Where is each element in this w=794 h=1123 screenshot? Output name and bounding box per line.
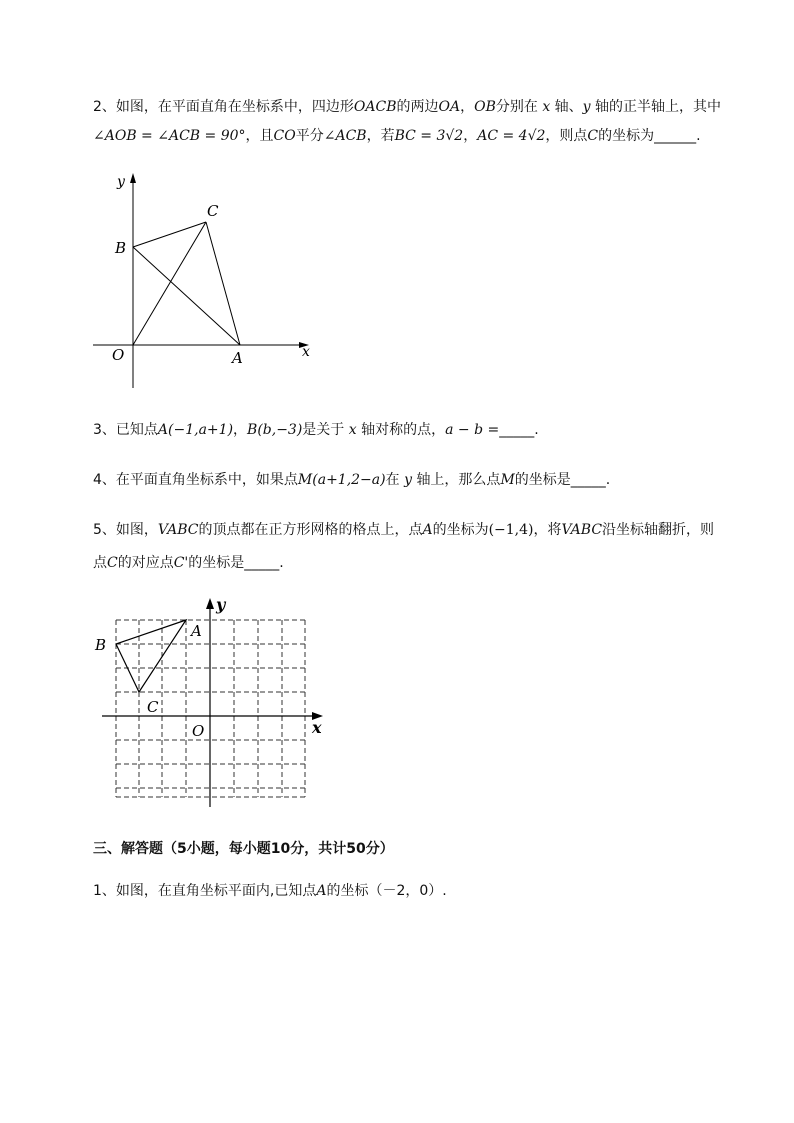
label-a: A xyxy=(232,349,243,367)
y-axis-arrow xyxy=(130,173,136,183)
q5-text: 的顶点都在正方形网格的格点上，点 xyxy=(198,522,423,538)
q2-ac: AC = 4√2 xyxy=(477,128,546,144)
q4-text: 轴上，那么点 xyxy=(416,472,501,488)
q4-point-m: M(a+1,2−a) xyxy=(297,472,386,488)
q2-text: 分别在 xyxy=(495,99,538,115)
label-a: A xyxy=(191,622,202,640)
q5-line-1 xyxy=(93,520,714,540)
q5-text: 的对应点 xyxy=(117,555,174,571)
q2-text: 轴的正半轴上，其中 xyxy=(595,99,722,115)
q5-point-c: C xyxy=(107,555,118,571)
q5-line-2 xyxy=(93,553,284,573)
q4-text: 的坐标是_____. xyxy=(514,472,611,488)
label-y: y xyxy=(216,595,226,614)
label-b: B xyxy=(115,239,127,257)
q2-text: ，若 xyxy=(366,128,395,144)
q2-co: CO xyxy=(273,128,296,144)
q2-oa: OA xyxy=(438,99,461,115)
q3-expr: a − b = xyxy=(445,422,500,438)
label-o: O xyxy=(192,722,205,740)
q2-text: 轴、 xyxy=(554,99,583,115)
s1-point-a: A xyxy=(316,883,327,899)
q5-point-a: A xyxy=(422,522,433,538)
segment-oc xyxy=(133,222,206,345)
y-axis-arrow xyxy=(206,598,214,609)
q2-text: 2、如图，在平面直角在坐标系中，四边形 xyxy=(93,99,354,115)
q5-text: 的坐标是_____. xyxy=(188,555,284,571)
segment-ba xyxy=(133,247,240,345)
q3-text: 轴对称的点， xyxy=(361,422,446,438)
q4-text: 在 xyxy=(385,472,400,488)
q3-line xyxy=(93,420,539,440)
q4-line xyxy=(93,470,610,490)
q2-angle-eq: ∠AOB = ∠ACB = 90° xyxy=(93,128,246,144)
q5-text: 的坐标为 xyxy=(432,522,489,538)
q2-x: x xyxy=(542,99,551,115)
q2-c: C xyxy=(587,128,599,144)
q2-y: y xyxy=(582,99,591,115)
q2-sep: ， xyxy=(460,99,475,115)
q2-text: 的两边 xyxy=(396,99,439,115)
label-b: B xyxy=(95,636,107,654)
segment-ca xyxy=(206,222,240,345)
q3-comma: ， xyxy=(233,422,248,438)
q4-m: M xyxy=(500,472,515,488)
q5-point-c-prime: C' xyxy=(173,555,189,571)
s1-line xyxy=(93,881,447,901)
label-o: O xyxy=(112,346,125,364)
q2-acb: ∠ACB xyxy=(323,128,367,144)
q2-text: 平分 xyxy=(295,128,324,144)
q3-point-a: A(−1,a+1) xyxy=(157,422,234,438)
triangle-abc xyxy=(116,620,186,692)
q2-text: ，且 xyxy=(245,128,274,144)
figure-grid-triangle xyxy=(90,595,335,815)
q5-triangle: VABC xyxy=(157,522,199,538)
q3-point-b: B(b,−3) xyxy=(247,422,303,438)
s1-text: 的坐标（－2，0）. xyxy=(326,883,447,899)
q5-triangle-2: VABC xyxy=(561,522,603,538)
q5-text: ，将 xyxy=(533,522,562,538)
q2-quad: OACB xyxy=(353,99,397,115)
label-c: C xyxy=(147,698,159,716)
q3-blank: _____. xyxy=(499,422,539,438)
figure-quadrilateral xyxy=(90,170,330,395)
label-y: y xyxy=(117,174,125,190)
q5-text: 沿坐标轴翻折，则 xyxy=(602,522,715,538)
q2-line-1 xyxy=(93,97,721,117)
q5-text: 5、如图， xyxy=(93,522,158,538)
q4-text: 4、在平面直角坐标系中，如果点 xyxy=(93,472,298,488)
q4-y: y xyxy=(404,472,412,488)
section-heading: 三、解答题（5小题，每小题10分，共计50分） xyxy=(93,841,394,857)
label-x: x xyxy=(312,718,322,737)
q2-comma: ， xyxy=(463,128,478,144)
q2-bc: BC = 3√2 xyxy=(394,128,464,144)
q2-line-2 xyxy=(93,126,701,146)
q3-x: x xyxy=(348,422,357,438)
q2-ob: OB xyxy=(474,99,496,115)
q5-text: 点 xyxy=(93,555,107,571)
q3-text: 3、已知点 xyxy=(93,422,158,438)
q3-text: 是关于 xyxy=(302,422,345,438)
segment-bc xyxy=(133,222,206,247)
label-x: x xyxy=(302,344,310,360)
s1-text: 1、如图，在直角坐标平面内,已知点 xyxy=(93,883,317,899)
q5-coord: (−1,4) xyxy=(488,522,534,538)
q2-text: ，则点 xyxy=(545,128,588,144)
q2-text: 的坐标为______. xyxy=(598,128,701,144)
label-c: C xyxy=(207,202,219,220)
